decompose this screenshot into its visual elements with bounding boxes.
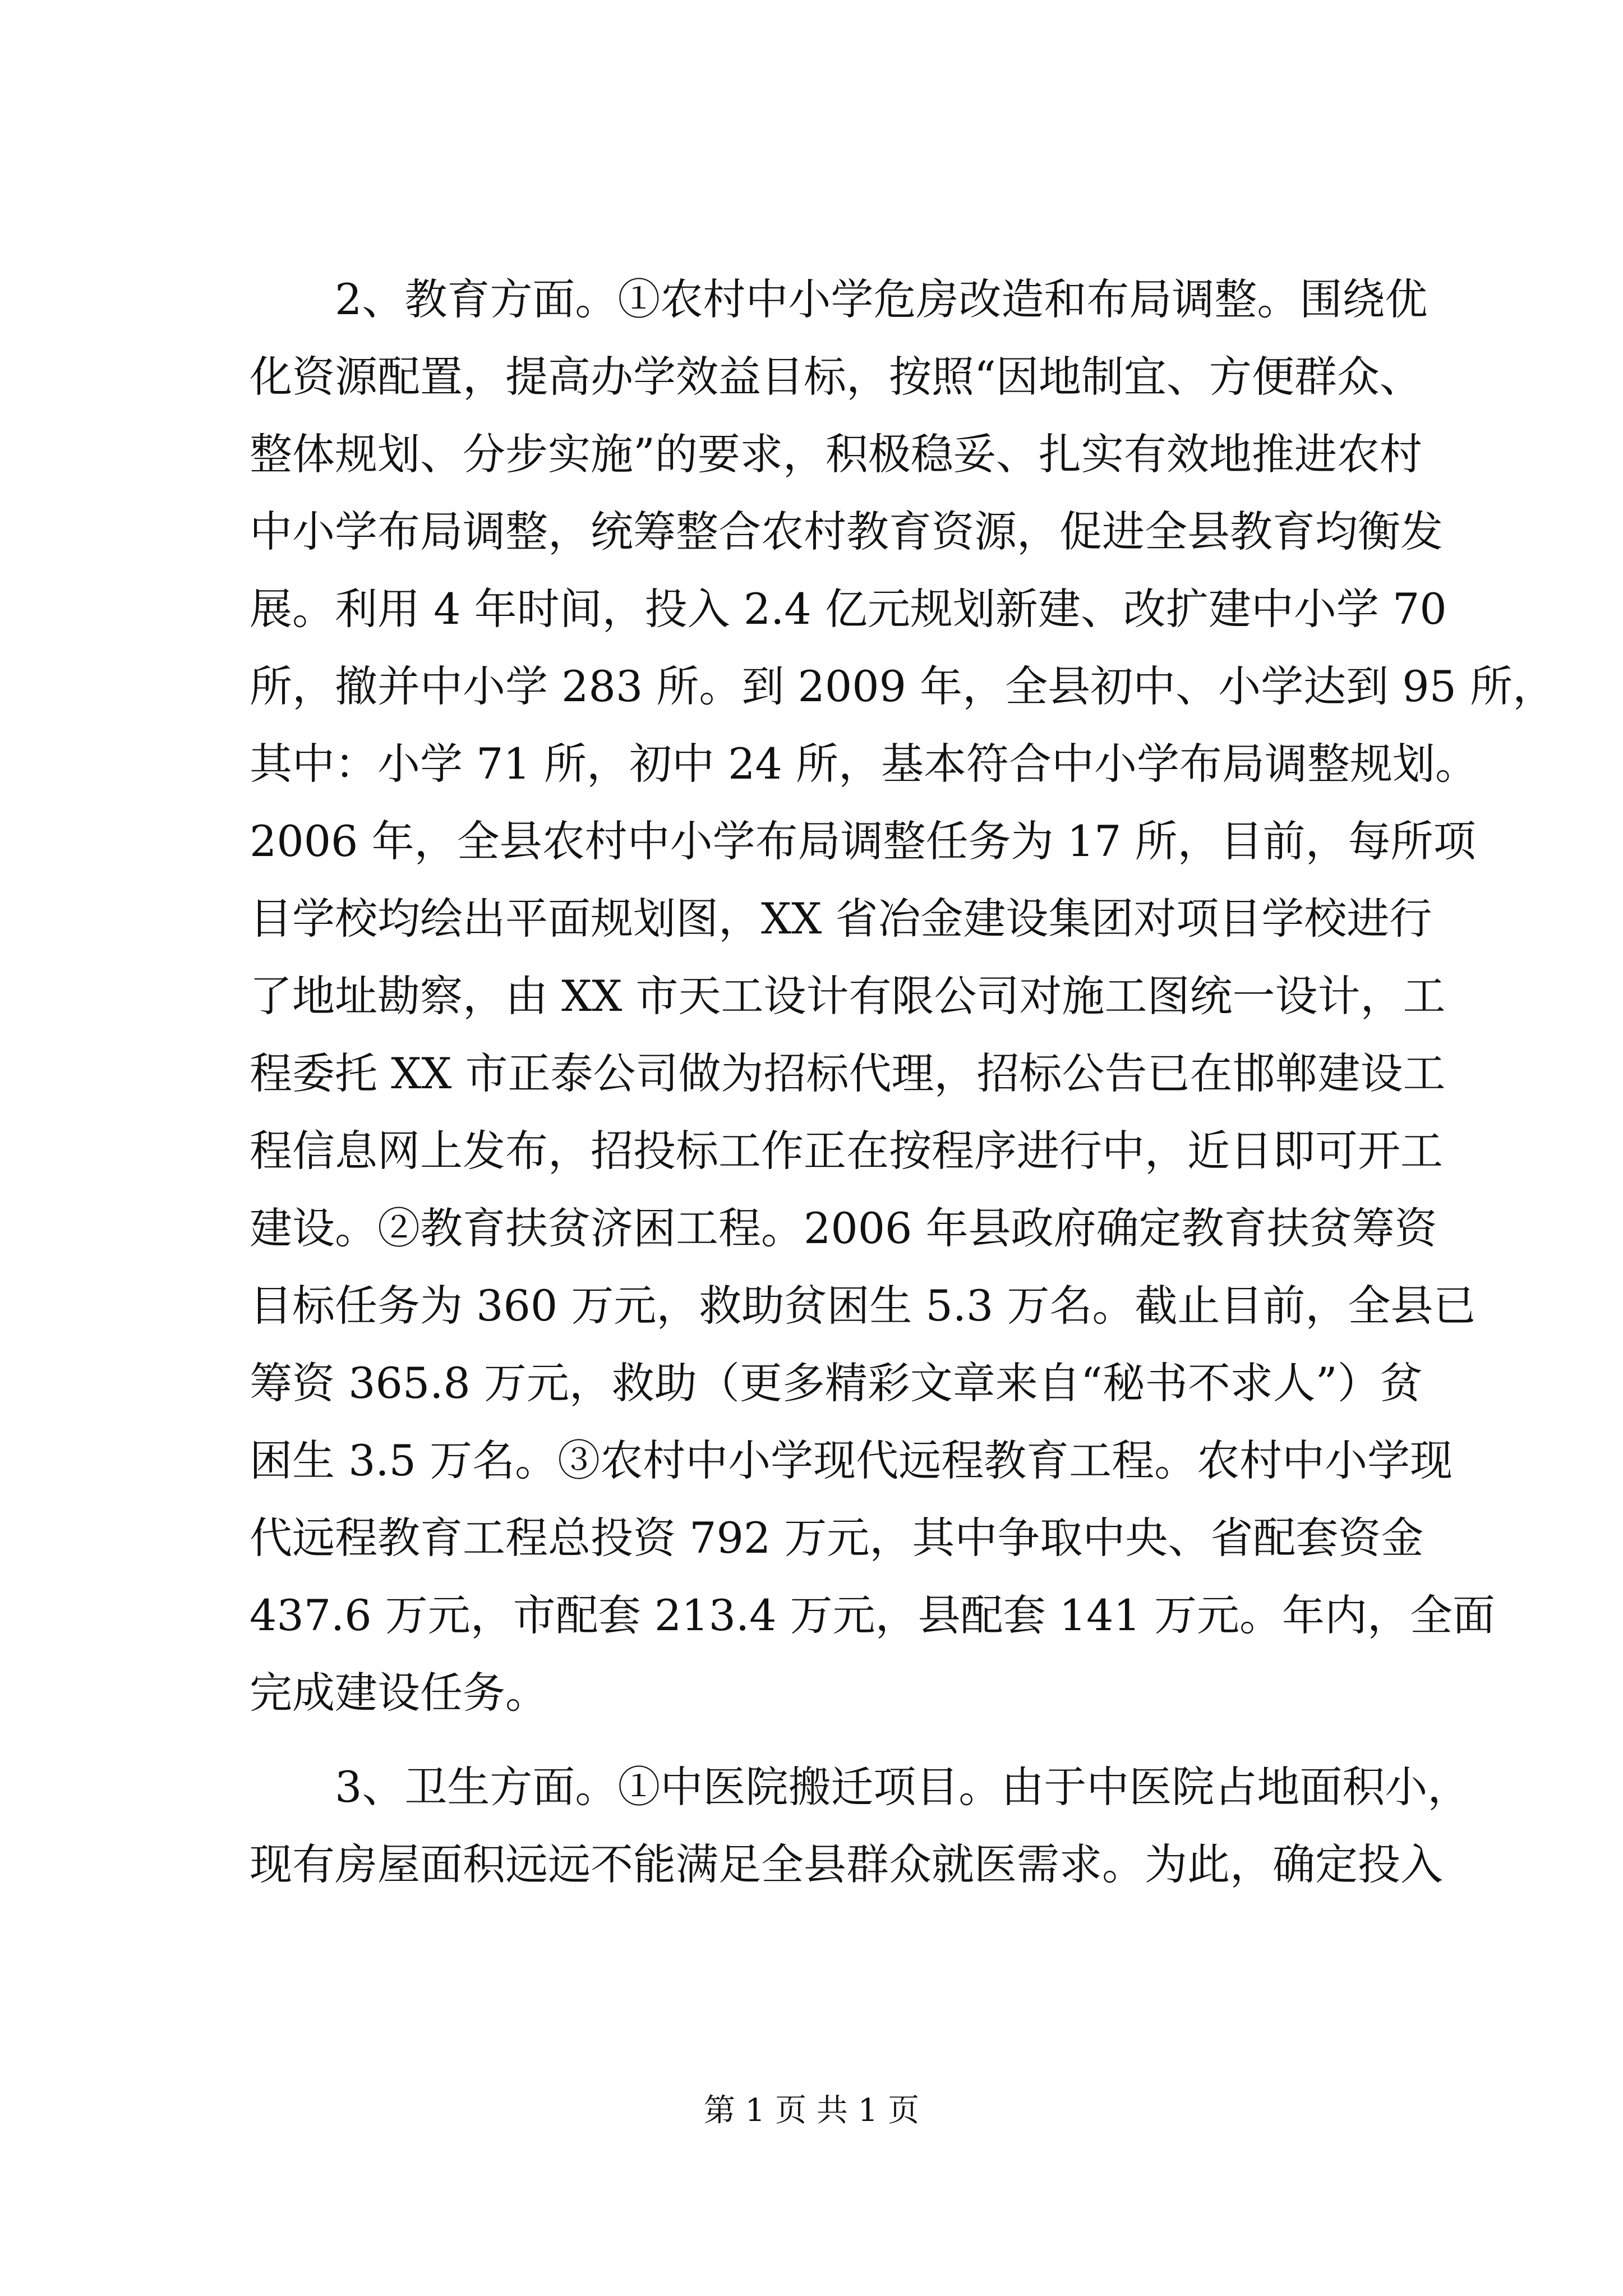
text-line: 程信息网上发布，招投标工作正在按程序进行中，近日即可开工: [250, 1126, 1443, 1176]
text-line: 建设。②教育扶贫济困工程。2006 年县政府确定教育扶贫筹资: [250, 1203, 1437, 1253]
text-line: 437.6 万元，市配套 213.4 万元，县配套 141 万元。年内，全面: [250, 1590, 1495, 1640]
text-line: 筹资 365.8 万元，救助（更多精彩文章来自“秘书不求人”）贫: [250, 1358, 1423, 1408]
text-line: 整体规划、分步实施”的要求，积极稳妥、扎实有效地推进农村: [250, 429, 1422, 479]
text-line: 3、卫生方面。①中医院搬迁项目。由于中医院占地面积小，: [335, 1762, 1470, 1812]
text-line: 目学校均绘出平面规划图，XX 省冶金建设集团对项目学校进行: [250, 894, 1432, 944]
text-line: 中小学布局调整，统筹整合农村教育资源，促进全县教育均衡发: [250, 507, 1443, 556]
text-line: 其中：小学 71 所，初中 24 所，基本符合中小学布局调整规划。: [250, 739, 1478, 789]
text-line: 所，撤并中小学 283 所。到 2009 年，全县初中、小学达到 95 所，: [250, 661, 1556, 711]
text-line: 了地址勘察，由 XX 市天工设计有限公司对施工图统一设计，工: [250, 971, 1446, 1021]
paragraph-spacing: [250, 1732, 1377, 1749]
paragraph-education: [250, 261, 1556, 1732]
document-body: [250, 261, 1556, 1903]
text-line: 代远程教育工程总投资 792 万元，其中争取中央、省配套资金: [250, 1513, 1424, 1563]
text-line: 2、教育方面。①农村中小学危房改造和布局调整。围绕优: [335, 274, 1428, 324]
text-line: 化资源配置，提高办学效益目标，按照“因地制宜、方便群众、: [250, 352, 1422, 402]
text-line: 现有房屋面积远远不能满足全县群众就医需求。为此，确定投入: [250, 1839, 1443, 1889]
page-number-label: 第 1 页 共 1 页: [703, 2092, 920, 2129]
text-line: 展。利用 4 年时间，投入 2.4 亿元规划新建、改扩建中小学 70: [250, 584, 1447, 634]
text-line: 2006 年，全县农村中小学布局调整任务为 17 所，目前，每所项: [250, 816, 1476, 866]
text-line: 目标任务为 360 万元，救助贫困生 5.3 万名。截止目前，全县已: [250, 1281, 1476, 1331]
text-line: 程委托 XX 市正泰公司做为招标代理，招标公告已在邯郸建设工: [250, 1048, 1446, 1098]
page-footer: [0, 2091, 1623, 2131]
text-line: 困生 3.5 万名。③农村中小学现代远程教育工程。农村中小学现: [250, 1435, 1453, 1485]
paragraph-health: [250, 1749, 1470, 1903]
text-line: 完成建设任务。: [250, 1668, 548, 1718]
